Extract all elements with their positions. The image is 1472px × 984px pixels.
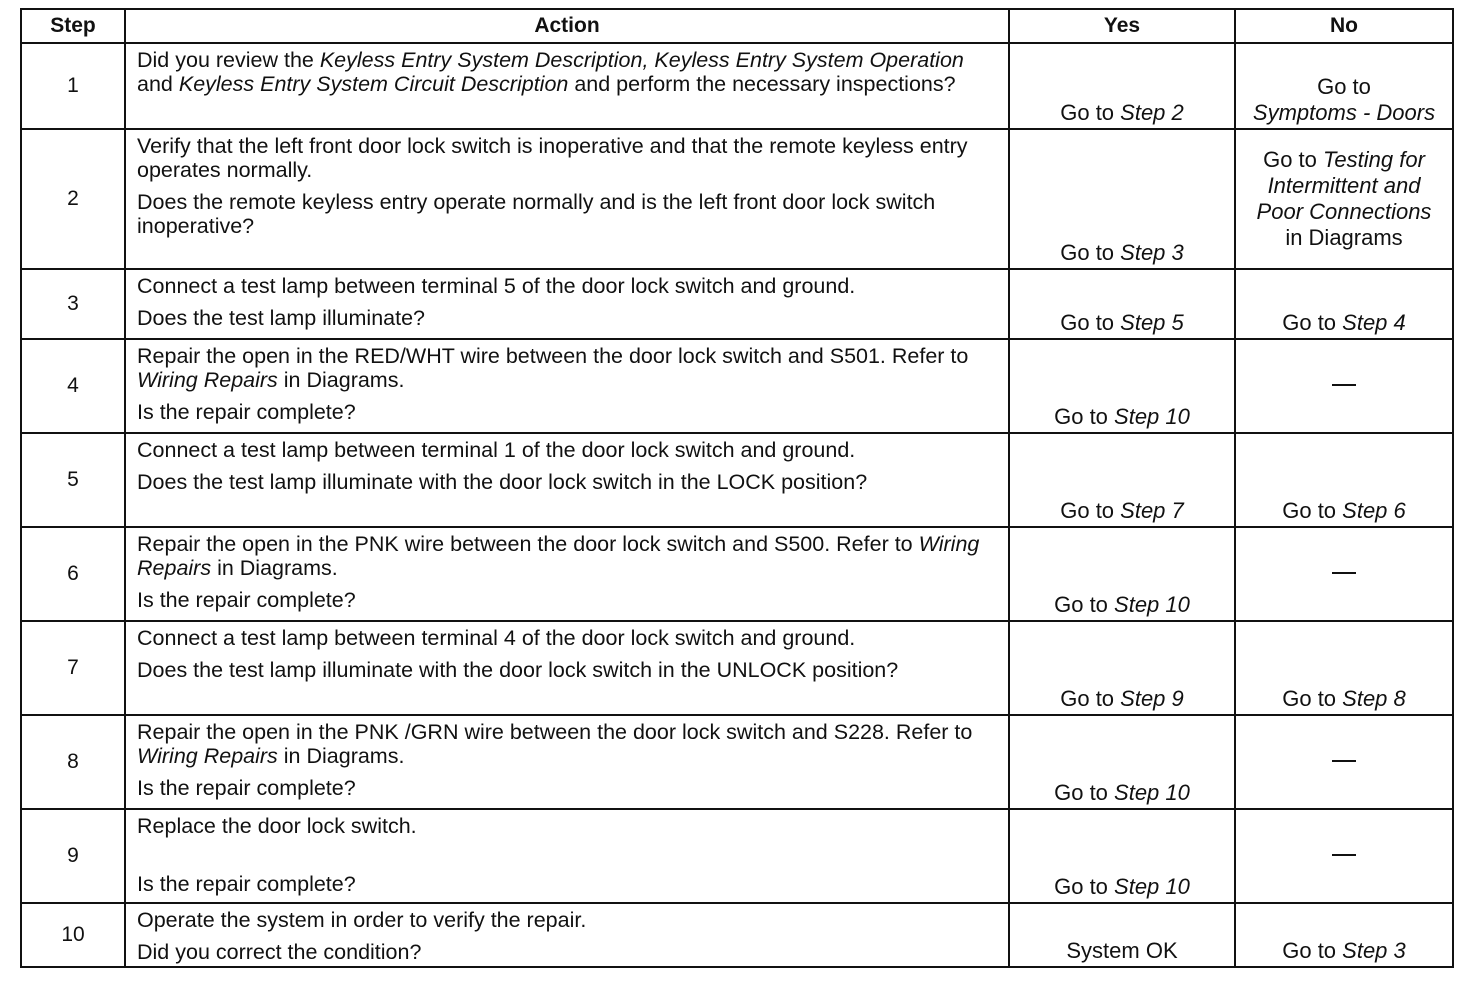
- action-instruction: Repair the open in the PNK wire between the door lock switch and S500. Refer to Wiring Repairs in Diagrams.: [137, 532, 980, 580]
- action-cell: [126, 130, 1010, 268]
- dash-mark: [1332, 384, 1356, 386]
- table-row: [22, 904, 1452, 966]
- no-cell: [1236, 810, 1452, 902]
- step-number: 2: [22, 130, 126, 268]
- action-instruction: Repair the open in the RED/WHT wire between the door lock switch and S501. Refer to Wiring Repairs in Diagrams.: [137, 344, 969, 392]
- action-cell: [126, 528, 1010, 620]
- header-step: Step: [22, 10, 126, 42]
- yes-cell: Go to Step 3: [1010, 130, 1236, 268]
- action-instruction: Connect a test lamp between terminal 4 of the door lock switch and ground.: [137, 626, 856, 650]
- action-question: Is the repair complete?: [137, 400, 356, 424]
- action-instruction: Repair the open in the PNK /GRN wire between the door lock switch and S228. Refer to Wiring Repairs in Diagrams.: [137, 720, 973, 768]
- dash-mark: [1332, 854, 1356, 856]
- header-no: No: [1330, 14, 1358, 37]
- table-row: [22, 130, 1452, 270]
- step-number: 10: [22, 904, 126, 966]
- action-question: Does the test lamp illuminate?: [137, 306, 426, 330]
- table-row: [22, 810, 1452, 904]
- yes-cell: Go to Step 5: [1010, 270, 1236, 338]
- no-cell: Go to Step 8: [1282, 686, 1406, 711]
- table-row: [22, 716, 1452, 810]
- no-cell: Go to Step 4: [1282, 310, 1406, 335]
- yes-cell: Go to Step 10: [1010, 810, 1236, 902]
- no-cell: [1236, 528, 1452, 620]
- table-row: [22, 340, 1452, 434]
- action-question: Is the repair complete?: [137, 872, 356, 896]
- diagnostic-table: [20, 8, 1454, 968]
- no-cell: Go to Step 3: [1282, 938, 1406, 963]
- action-instruction: Connect a test lamp between terminal 1 of the door lock switch and ground.: [137, 438, 856, 462]
- yes-cell: Go to Step 10: [1010, 528, 1236, 620]
- step-number: 9: [22, 810, 126, 902]
- dash-mark: [1332, 760, 1356, 762]
- yes-cell: Go to Step 2: [1010, 44, 1236, 128]
- no-cell: [1236, 716, 1452, 808]
- step-number: 3: [22, 270, 126, 338]
- header-action: Action: [126, 10, 1010, 42]
- table-row: [22, 528, 1452, 622]
- table-row: [22, 44, 1452, 130]
- dash-mark: [1332, 572, 1356, 574]
- yes-cell: Go to Step 7: [1010, 434, 1236, 526]
- step-number: 7: [22, 622, 126, 714]
- no-cell: [1236, 340, 1452, 432]
- action-cell: [126, 810, 1010, 902]
- action-instruction: Replace the door lock switch.: [137, 814, 417, 838]
- action-cell: [126, 270, 1010, 338]
- no-cell: Go to Testing for Intermittent and Poor Connections in Diagrams: [1256, 147, 1432, 250]
- action-cell: [126, 622, 1010, 714]
- action-cell: [126, 904, 1010, 966]
- header-yes: Yes: [1010, 10, 1236, 42]
- no-cell: Go to Symptoms - Doors: [1252, 74, 1436, 125]
- action-instruction: Verify that the left front door lock switch is inoperative and that the remote keyless entry operates normally.: [137, 134, 968, 182]
- yes-cell: System OK: [1010, 904, 1236, 966]
- action-question: Does the remote keyless entry operate normally and is the left front door lock switch inoperative?: [137, 190, 936, 238]
- table-row: [22, 270, 1452, 340]
- yes-cell: Go to Step 10: [1010, 716, 1236, 808]
- table-row: [22, 434, 1452, 528]
- yes-cell: Go to Step 9: [1010, 622, 1236, 714]
- action-question: Did you correct the condition?: [137, 940, 422, 964]
- action-cell: [126, 44, 1010, 128]
- step-number: 5: [22, 434, 126, 526]
- step-number: 1: [22, 44, 126, 128]
- step-number: 6: [22, 528, 126, 620]
- table-header-row: [22, 10, 1452, 44]
- action-question: Is the repair complete?: [137, 588, 356, 612]
- action-cell: [126, 340, 1010, 432]
- action-text: Did you review the Keyless Entry System Description, Keyless Entry System Operation and Keyless Entry System Circuit Description and perform the necessary inspections?: [137, 48, 964, 96]
- step-number: 4: [22, 340, 126, 432]
- action-question: Does the test lamp illuminate with the door lock switch in the LOCK position?: [137, 470, 868, 494]
- action-cell: [126, 434, 1010, 526]
- action-cell: [126, 716, 1010, 808]
- action-question: Is the repair complete?: [137, 776, 356, 800]
- step-number: 8: [22, 716, 126, 808]
- action-instruction: Operate the system in order to verify the repair.: [137, 908, 587, 932]
- action-instruction: Connect a test lamp between terminal 5 of the door lock switch and ground.: [137, 274, 856, 298]
- no-cell: Go to Step 6: [1282, 498, 1406, 523]
- yes-cell: Go to Step 10: [1010, 340, 1236, 432]
- action-question: Does the test lamp illuminate with the door lock switch in the UNLOCK position?: [137, 658, 899, 682]
- table-row: [22, 622, 1452, 716]
